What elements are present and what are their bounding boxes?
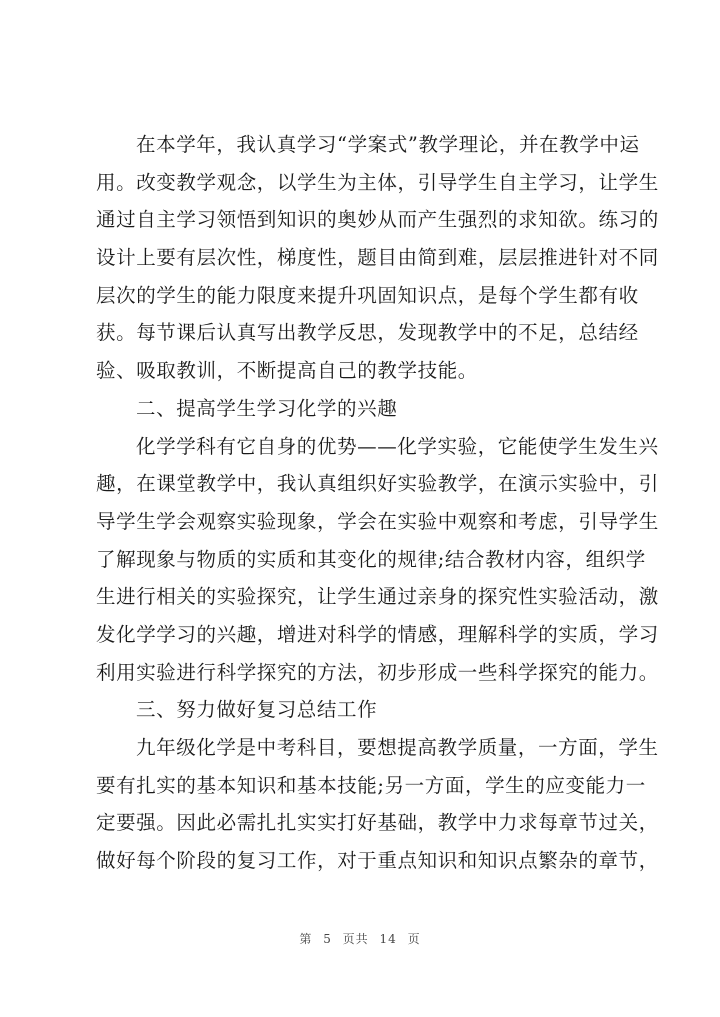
page-label-mid: 页共	[342, 932, 369, 946]
text-line: 做好每个阶段的复习工作，对于重点知识和知识点繁杂的章节，	[96, 849, 659, 873]
text-line: 了解现象与物质的实质和其变化的规律;结合教材内容，组织学	[96, 547, 646, 571]
text-line: 获。每节课后认真写出教学反思，发现教学中的不足，总结经	[96, 321, 639, 345]
section-heading: 二、提高学生学习化学的兴趣	[136, 396, 398, 420]
text-line: 用。改变教学观念，以学生为主体，引导学生自主学习，让学生	[96, 170, 659, 194]
text-line: 生进行相关的实验探究，让学生通过亲身的探究性实验活动，激	[96, 585, 659, 609]
text-line: 导学生学会观察实验现象，学会在实验中观察和考虑，引导学生	[96, 509, 659, 533]
text-line: 层次的学生的能力限度来提升巩固知识点，是每个学生都有收	[96, 283, 639, 307]
page-label-prefix: 第	[299, 932, 313, 946]
text-line: 通过自主学习领悟到知识的奥妙从而产生强烈的求知欲。练习的	[96, 208, 659, 232]
text-line: 验、吸取教训，不断提高自己的教学技能。	[96, 359, 478, 383]
text-line: 利用实验进行科学探究的方法，初步形成一些科学探究的能力。	[96, 660, 659, 684]
text-line: 九年级化学是中考科目，要想提高教学质量，一方面，学生	[136, 736, 659, 759]
text-line: 化学学科有它自身的优势——化学实验，它能使学生发生兴	[136, 434, 659, 458]
text-line: 要有扎实的基本知识和基本技能;另一方面，学生的应变能力一	[96, 773, 646, 797]
text-line: 趣，在课堂教学中，我认真组织好实验教学，在演示实验中，引	[96, 472, 659, 496]
text-line: 设计上要有层次性，梯度性，题目由简到难，层层推进针对不同	[96, 246, 659, 270]
text-line: 在本学年，我认真学习“学案式”教学理论，并在教学中运	[136, 133, 640, 156]
total-pages-number: 14	[379, 932, 397, 946]
page-label-suffix: 页	[407, 932, 421, 946]
document-body	[96, 126, 659, 880]
page-footer	[0, 930, 720, 947]
current-page-number: 5	[323, 932, 332, 946]
text-line: 定要强。因此必需扎扎实实打好基础，教学中力求每章节过关，	[96, 811, 659, 835]
text-line: 发化学学习的兴趣，增进对科学的情感，理解科学的实质，学习	[96, 622, 659, 646]
section-heading: 三、努力做好复习总结工作	[136, 698, 378, 722]
